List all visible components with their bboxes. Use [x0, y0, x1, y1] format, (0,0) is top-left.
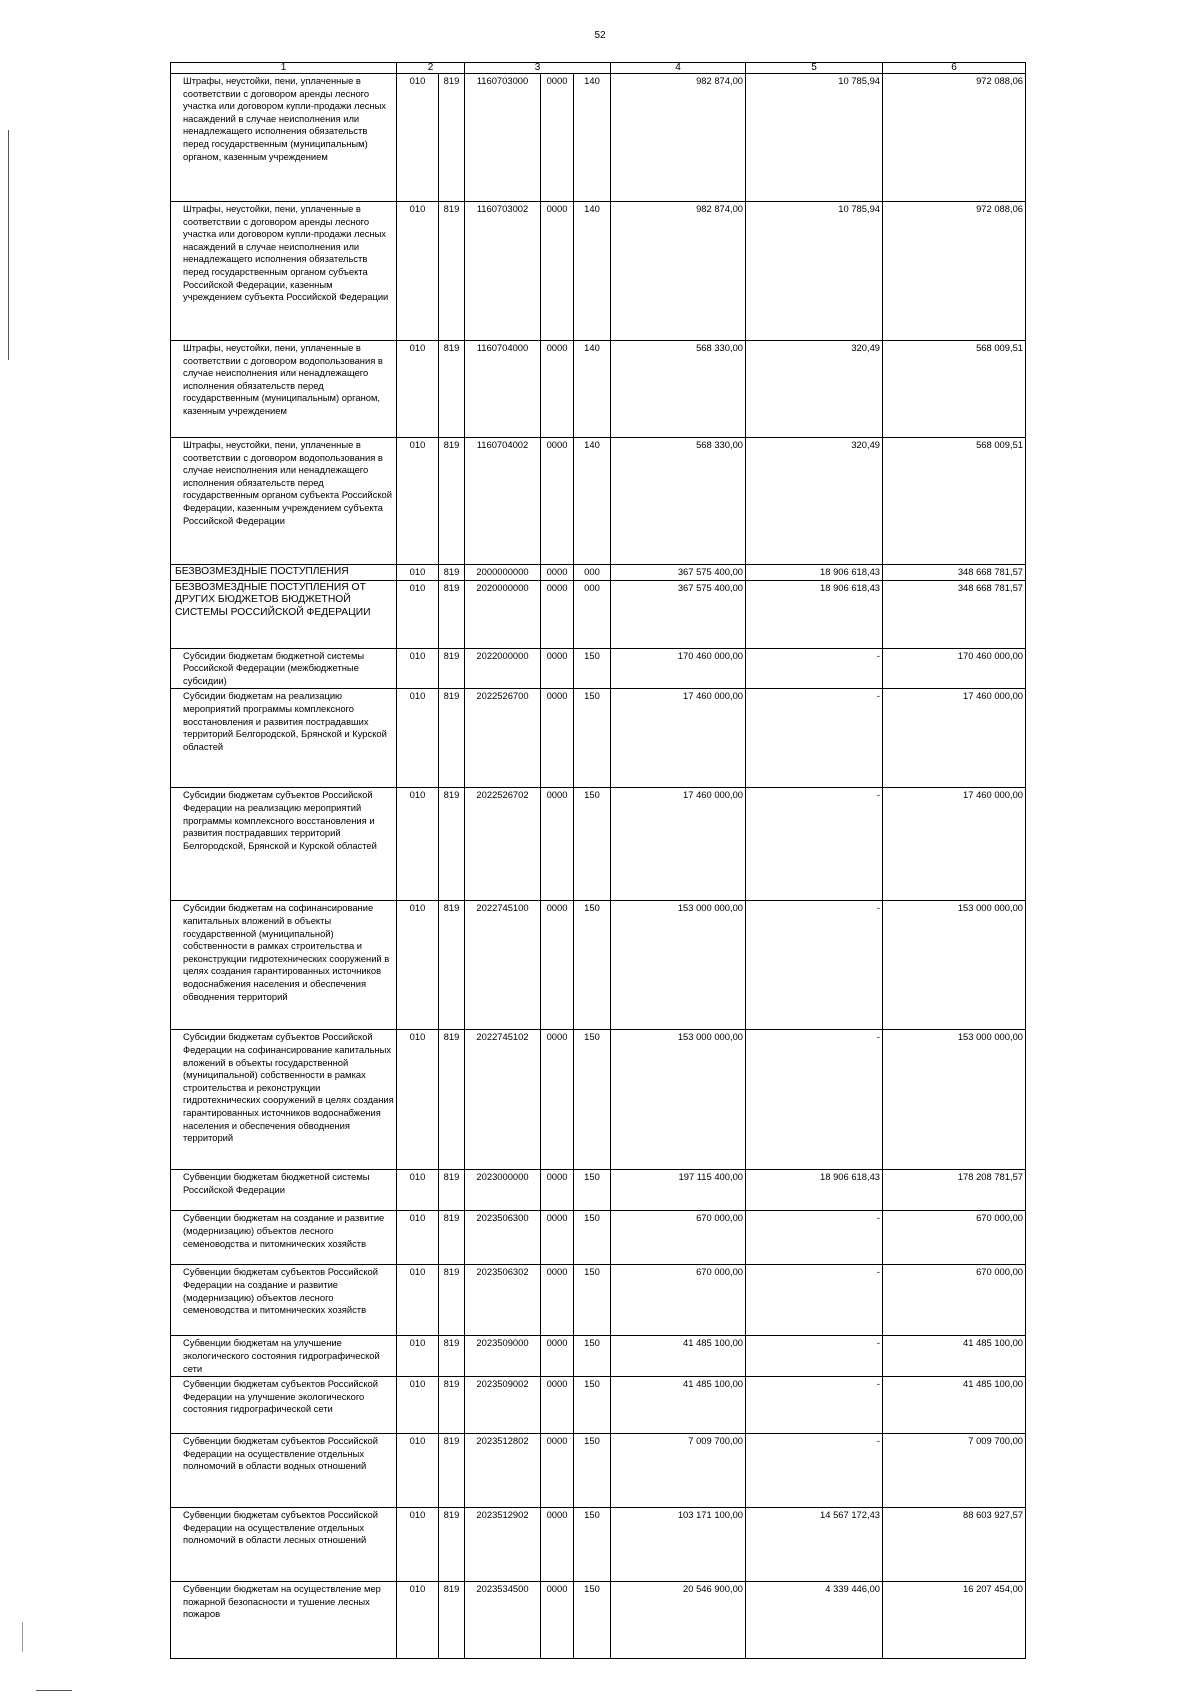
- code-admin: 010: [397, 1211, 439, 1265]
- value-planned: 568 330,00: [611, 438, 746, 565]
- value-executed: 10 785,94: [746, 202, 883, 341]
- code-class: 140: [574, 438, 611, 565]
- code-admin: 010: [397, 1030, 439, 1170]
- code-ministry: 819: [439, 1211, 465, 1265]
- value-executed: -: [746, 1030, 883, 1170]
- value-remaining: 153 000 000,00: [883, 1030, 1026, 1170]
- value-remaining: 16 207 454,00: [883, 1582, 1026, 1659]
- code-program: 0000: [541, 689, 574, 788]
- table-row: [171, 1030, 1026, 1170]
- value-executed: 14 567 172,43: [746, 1508, 883, 1582]
- table-row: [171, 1211, 1026, 1265]
- row-name: Субсидии бюджетам субъектов Российской Федерации на реализацию мероприятий программы комплексного восстановления и развития пострадавших территорий Белгородской, Брянской и Курской областей: [171, 788, 397, 901]
- code-ministry: 819: [439, 788, 465, 901]
- code-income: 2023534500: [465, 1582, 541, 1659]
- code-program: 0000: [541, 202, 574, 341]
- row-name: Субсидии бюджетам субъектов Российской Федерации на софинансирование капитальных вложений в объекты государственной (муниципальной) собственности в рамках строительства и реконструкции гидротехнических сооружений в целях создания гарантированных источников водоснабжения населения и обеспечения обводнения территорий: [171, 1030, 397, 1170]
- value-planned: 670 000,00: [611, 1265, 746, 1336]
- code-class: 150: [574, 1434, 611, 1508]
- value-planned: 670 000,00: [611, 1211, 746, 1265]
- value-remaining: 170 460 000,00: [883, 648, 1026, 689]
- code-ministry: 819: [439, 901, 465, 1030]
- value-planned: 17 460 000,00: [611, 689, 746, 788]
- code-program: 0000: [541, 1434, 574, 1508]
- code-income: 2022526700: [465, 689, 541, 788]
- code-admin: 010: [397, 74, 439, 202]
- code-income: 2000000000: [465, 565, 541, 581]
- code-program: 0000: [541, 1211, 574, 1265]
- code-admin: 010: [397, 1336, 439, 1377]
- code-class: 140: [574, 341, 611, 438]
- code-income: 2023506302: [465, 1265, 541, 1336]
- row-name: Субвенции бюджетам субъектов Российской Федерации на осуществление отдельных полномочий в области водных отношений: [171, 1434, 397, 1508]
- code-income: 2020000000: [465, 580, 541, 648]
- code-class: 150: [574, 1508, 611, 1582]
- code-income: 2022000000: [465, 648, 541, 689]
- code-program: 0000: [541, 74, 574, 202]
- code-program: 0000: [541, 1170, 574, 1211]
- code-class: 150: [574, 1030, 611, 1170]
- code-ministry: 819: [439, 202, 465, 341]
- value-executed: -: [746, 1211, 883, 1265]
- code-income: 2022745102: [465, 1030, 541, 1170]
- value-remaining: 7 009 700,00: [883, 1434, 1026, 1508]
- row-name: Субвенции бюджетам на создание и развитие (модернизацию) объектов лесного семеноводства и питомнических хозяйств: [171, 1211, 397, 1265]
- value-planned: 982 874,00: [611, 202, 746, 341]
- code-class: 150: [574, 788, 611, 901]
- value-planned: 41 485 100,00: [611, 1336, 746, 1377]
- code-ministry: 819: [439, 565, 465, 581]
- col-header-4: 4: [611, 63, 746, 74]
- value-remaining: 568 009,51: [883, 341, 1026, 438]
- table-row: [171, 901, 1026, 1030]
- value-executed: 320,49: [746, 341, 883, 438]
- code-income: 1160703002: [465, 202, 541, 341]
- code-admin: 010: [397, 341, 439, 438]
- code-income: 1160704002: [465, 438, 541, 565]
- value-remaining: 568 009,51: [883, 438, 1026, 565]
- code-class: 150: [574, 1582, 611, 1659]
- column-number-row: [171, 63, 1026, 74]
- code-admin: 010: [397, 202, 439, 341]
- code-income: 2023509002: [465, 1377, 541, 1434]
- value-planned: 17 460 000,00: [611, 788, 746, 901]
- table-row: [171, 341, 1026, 438]
- col-header-3: 3: [465, 63, 611, 74]
- budget-table: [170, 62, 1026, 1659]
- code-program: 0000: [541, 1377, 574, 1434]
- code-ministry: 819: [439, 1508, 465, 1582]
- code-income: 1160704000: [465, 341, 541, 438]
- code-ministry: 819: [439, 1377, 465, 1434]
- row-name: Субвенции бюджетам на осуществление мер пожарной безопасности и тушение лесных пожаров: [171, 1582, 397, 1659]
- code-program: 0000: [541, 1030, 574, 1170]
- code-class: 150: [574, 1336, 611, 1377]
- code-ministry: 819: [439, 438, 465, 565]
- code-income: 2023512802: [465, 1434, 541, 1508]
- row-name: Субвенции бюджетам субъектов Российской Федерации на осуществление отдельных полномочий в области лесных отношений: [171, 1508, 397, 1582]
- value-planned: 568 330,00: [611, 341, 746, 438]
- table-row: [171, 580, 1026, 648]
- row-name: Субвенции бюджетам субъектов Российской Федерации на создание и развитие (модернизацию) объектов лесного семеноводства и питомнических хозяйств: [171, 1265, 397, 1336]
- value-executed: 4 339 446,00: [746, 1582, 883, 1659]
- code-admin: 010: [397, 580, 439, 648]
- code-admin: 010: [397, 788, 439, 901]
- code-admin: 010: [397, 1170, 439, 1211]
- page-number: 52: [594, 30, 606, 41]
- col-header-1: 1: [171, 63, 397, 74]
- code-income: 2022526702: [465, 788, 541, 901]
- code-ministry: 819: [439, 1434, 465, 1508]
- value-executed: 18 906 618,43: [746, 565, 883, 581]
- row-name: БЕЗВОЗМЕЗДНЫЕ ПОСТУПЛЕНИЯ: [171, 565, 397, 581]
- code-ministry: 819: [439, 580, 465, 648]
- row-name: Штрафы, неустойки, пени, уплаченные в соответствии с договором водопользования в случае неисполнения или ненадлежащего исполнения обязательств перед государственным (муниципальным) органом, казенным учреждением: [171, 341, 397, 438]
- value-planned: 20 546 900,00: [611, 1582, 746, 1659]
- col-header-6: 6: [883, 63, 1026, 74]
- code-admin: 010: [397, 1377, 439, 1434]
- table-row: [171, 788, 1026, 901]
- value-planned: 197 115 400,00: [611, 1170, 746, 1211]
- table-row: [171, 1170, 1026, 1211]
- value-executed: 10 785,94: [746, 74, 883, 202]
- table-row: [171, 1336, 1026, 1377]
- row-name: Штрафы, неустойки, пени, уплаченные в соответствии с договором водопользования в случае неисполнения или ненадлежащего исполнения обязательств перед государственным органом субъекта Российской Федерации, казенным учреждением субъекта Российской Федерации: [171, 438, 397, 565]
- code-income: 2022745100: [465, 901, 541, 1030]
- value-remaining: 972 088,06: [883, 202, 1026, 341]
- value-remaining: 153 000 000,00: [883, 901, 1026, 1030]
- code-ministry: 819: [439, 1582, 465, 1659]
- code-program: 0000: [541, 901, 574, 1030]
- code-program: 0000: [541, 1336, 574, 1377]
- row-name: Субсидии бюджетам на реализацию мероприятий программы комплексного восстановления и развития пострадавших территорий Белгородской, Брянской и Курской областей: [171, 689, 397, 788]
- code-admin: 010: [397, 901, 439, 1030]
- row-name: БЕЗВОЗМЕЗДНЫЕ ПОСТУПЛЕНИЯ ОТ ДРУГИХ БЮДЖЕТОВ БЮДЖЕТНОЙ СИСТЕМЫ РОССИЙСКОЙ ФЕДЕРАЦИИ: [171, 580, 397, 648]
- value-executed: -: [746, 1265, 883, 1336]
- table-row: [171, 1434, 1026, 1508]
- value-remaining: 670 000,00: [883, 1265, 1026, 1336]
- value-planned: 41 485 100,00: [611, 1377, 746, 1434]
- code-ministry: 819: [439, 689, 465, 788]
- value-executed: -: [746, 648, 883, 689]
- row-name: Штрафы, неустойки, пени, уплаченные в соответствии с договором аренды лесного участка или договором купли-продажи лесных насаждений в случае неисполнения или ненадлежащего исполнения обязательств перед государственным органом субъекта Российской Федерации, казенным учреждением субъекта Российской Федерации: [171, 202, 397, 341]
- value-executed: 18 906 618,43: [746, 580, 883, 648]
- value-remaining: 348 668 781,57: [883, 580, 1026, 648]
- code-class: 150: [574, 1265, 611, 1336]
- value-remaining: 348 668 781,57: [883, 565, 1026, 581]
- code-admin: 010: [397, 1508, 439, 1582]
- col-header-2: 2: [397, 63, 465, 74]
- value-executed: -: [746, 901, 883, 1030]
- table-row: [171, 74, 1026, 202]
- code-program: 0000: [541, 341, 574, 438]
- code-class: 150: [574, 648, 611, 689]
- code-class: 150: [574, 1211, 611, 1265]
- row-name: Субсидии бюджетам на софинансирование капитальных вложений в объекты государственной (муниципальной) собственности в рамках строительства и реконструкции гидротехнических сооружений в целях создания гарантированных источников водоснабжения населения и обеспечения обводнения территорий: [171, 901, 397, 1030]
- code-admin: 010: [397, 1582, 439, 1659]
- value-remaining: 17 460 000,00: [883, 788, 1026, 901]
- value-remaining: 178 208 781,57: [883, 1170, 1026, 1211]
- value-remaining: 17 460 000,00: [883, 689, 1026, 788]
- table-row: [171, 648, 1026, 689]
- code-ministry: 819: [439, 341, 465, 438]
- code-class: 000: [574, 580, 611, 648]
- code-ministry: 819: [439, 74, 465, 202]
- code-admin: 010: [397, 565, 439, 581]
- row-name: Штрафы, неустойки, пени, уплаченные в соответствии с договором аренды лесного участка или договором купли-продажи лесных насаждений в случае неисполнения или ненадлежащего исполнения обязательств перед государственным (муниципальным) органом, казенным учреждением: [171, 74, 397, 202]
- code-class: 150: [574, 689, 611, 788]
- code-program: 0000: [541, 1582, 574, 1659]
- code-program: 0000: [541, 788, 574, 901]
- code-program: 0000: [541, 1508, 574, 1582]
- table-row: [171, 202, 1026, 341]
- value-remaining: 88 603 927,57: [883, 1508, 1026, 1582]
- scan-footer-line: [36, 1690, 72, 1691]
- value-planned: 103 171 100,00: [611, 1508, 746, 1582]
- row-name: Субвенции бюджетам субъектов Российской Федерации на улучшение экологического состояния гидрографической сети: [171, 1377, 397, 1434]
- code-class: 140: [574, 202, 611, 341]
- value-executed: -: [746, 689, 883, 788]
- code-program: 0000: [541, 648, 574, 689]
- code-income: 1160703000: [465, 74, 541, 202]
- code-admin: 010: [397, 1265, 439, 1336]
- row-name: Субвенции бюджетам бюджетной системы Российской Федерации: [171, 1170, 397, 1211]
- value-executed: 320,49: [746, 438, 883, 565]
- code-program: 0000: [541, 1265, 574, 1336]
- value-executed: -: [746, 1377, 883, 1434]
- value-planned: 7 009 700,00: [611, 1434, 746, 1508]
- code-ministry: 819: [439, 1170, 465, 1211]
- table-row: [171, 1582, 1026, 1659]
- table-row: [171, 689, 1026, 788]
- value-executed: 18 906 618,43: [746, 1170, 883, 1211]
- value-remaining: 670 000,00: [883, 1211, 1026, 1265]
- value-remaining: 41 485 100,00: [883, 1377, 1026, 1434]
- code-ministry: 819: [439, 1030, 465, 1170]
- scan-margin-line: [22, 1622, 23, 1652]
- table-row: [171, 1377, 1026, 1434]
- row-name: Субсидии бюджетам бюджетной системы Российской Федерации (межбюджетные субсидии): [171, 648, 397, 689]
- row-name: Субвенции бюджетам на улучшение экологического состояния гидрографической сети: [171, 1336, 397, 1377]
- code-income: 2023512902: [465, 1508, 541, 1582]
- code-ministry: 819: [439, 1336, 465, 1377]
- value-remaining: 41 485 100,00: [883, 1336, 1026, 1377]
- code-program: 0000: [541, 580, 574, 648]
- table-row: [171, 1265, 1026, 1336]
- code-program: 0000: [541, 565, 574, 581]
- scan-margin-line: [8, 130, 9, 360]
- value-planned: 153 000 000,00: [611, 901, 746, 1030]
- code-admin: 010: [397, 1434, 439, 1508]
- code-income: 2023506300: [465, 1211, 541, 1265]
- value-planned: 367 575 400,00: [611, 580, 746, 648]
- code-class: 140: [574, 74, 611, 202]
- code-income: 2023000000: [465, 1170, 541, 1211]
- value-executed: -: [746, 1434, 883, 1508]
- table-row: [171, 565, 1026, 581]
- code-admin: 010: [397, 648, 439, 689]
- code-ministry: 819: [439, 648, 465, 689]
- value-executed: -: [746, 788, 883, 901]
- value-planned: 367 575 400,00: [611, 565, 746, 581]
- value-remaining: 972 088,06: [883, 74, 1026, 202]
- value-planned: 153 000 000,00: [611, 1030, 746, 1170]
- code-class: 150: [574, 901, 611, 1030]
- table-row: [171, 438, 1026, 565]
- code-income: 2023509000: [465, 1336, 541, 1377]
- table-row: [171, 1508, 1026, 1582]
- col-header-5: 5: [746, 63, 883, 74]
- code-admin: 010: [397, 689, 439, 788]
- code-class: 000: [574, 565, 611, 581]
- value-planned: 982 874,00: [611, 74, 746, 202]
- value-executed: -: [746, 1336, 883, 1377]
- code-class: 150: [574, 1377, 611, 1434]
- value-planned: 170 460 000,00: [611, 648, 746, 689]
- code-ministry: 819: [439, 1265, 465, 1336]
- code-admin: 010: [397, 438, 439, 565]
- code-program: 0000: [541, 438, 574, 565]
- code-class: 150: [574, 1170, 611, 1211]
